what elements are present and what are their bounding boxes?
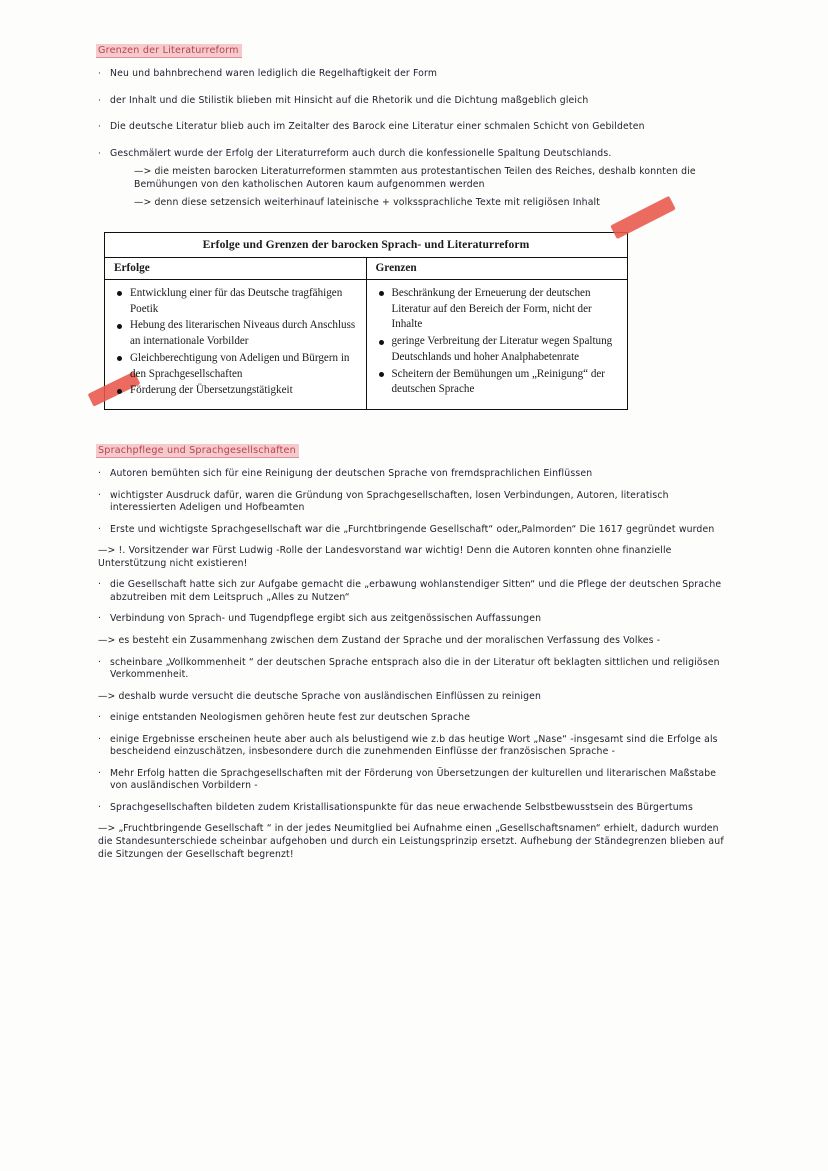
line-marker: · [98,801,102,813]
line-text: Erste und wichtigste Sprachgesellschaft war die „Furchtbringende Gesellschaft“ oder„Palmorden“ Die 1617 gegründet wurden [110,523,715,535]
note-line [96,768,732,793]
line-marker: · [98,613,102,625]
list-item: Beschränkung der Erneuerung der deutschen Literatur auf den Bereich der Form, nicht der Inhalte [390,286,620,333]
table-header-row [105,257,628,279]
table-column-header-grenzen: Grenzen [366,257,628,279]
section-heading-1: Grenzen der Literaturreform [96,44,242,58]
bullet-dot: · [98,95,102,106]
list-item: Hebung des literarischen Niveaus durch Anschluss an internationale Vorbilder [128,318,358,350]
note-arrow-line: —> es besteht ein Zusammenhang zwischen dem Zustand der Sprache und der moralischen Verfassung des Volkes - [98,635,661,646]
bullet-dot: · [98,122,102,133]
bullet-item [96,68,732,81]
note-line [96,802,732,815]
list-item: Entwicklung einer für das Deutsche tragfähigen Poetik [128,286,358,318]
section-sprachpflege-und-sprachgesellschaften [96,440,732,861]
bullet-item [96,121,732,134]
bullet-text: Neu und bahnbrechend waren lediglich die Regelhaftigkeit der Form [110,68,438,79]
bullet-text: Die deutsche Literatur blieb auch im Zeitalter des Barock eine Literatur einer schmalen Schicht von Gebildeten [110,121,645,133]
sub-note: —> denn diese setzensich weiterhinauf lateinische + volkssprachliche Texte mit religiösen Inhalt [134,197,601,209]
note-line [96,468,732,481]
line-marker: · [98,579,102,591]
bullet-item [96,148,732,210]
line-text: Autoren bemühten sich für eine Reinigung der deutschen Sprache von fremdsprachlichen Einflüssen [110,468,593,480]
sub-note: —> die meisten barocken Literaturreformen stammten aus protestantischen Teilen des Reiches, deshalb konnten die Bemühungen von den katholischen Autoren kaum aufgenommen werden [134,166,696,190]
note-line [96,490,732,515]
line-text: einige entstanden Neologismen gehören heute fest zur deutschen Sprache [110,712,471,724]
line-text: Mehr Erfolg hatten die Sprachgesellschaften mit der Förderung von Übersetzungen der kulturellen und literarischen Maßstabe von ausländischen Vorbildern - [110,767,717,792]
line-text: einige Ergebnisse erscheinen heute aber auch als belustigend wie z.b das heutige Wort „Nase“ -insgesamt sind die Erfolge als bescheidend einzuschätzen, insbesondere durch die zunehmenden Einflüsse der französischen Sprache - [110,733,718,758]
line-text: Verbindung von Sprach- und Tugendpflege ergibt sich aus zeitgenössischen Auffassungen [110,613,542,625]
barock-table [104,232,628,410]
table-title: Erfolge und Grenzen der barocken Sprach- und Literaturreform [105,232,628,257]
note-arrow-line: —> „Fruchtbringende Gesellschaft “ in der jedes Neumitglied bei Aufnahme einen „Gesellschaftsnamen“ erhielt, dadurch wurden die Standesunterschiede scheinbar aufgehoben und durch ein Leistungsprinzip ersetzt. Aufhebung der Ständegrenzen blieben auf die Sitzungen der Gesellschaft begrenzt! [98,823,724,860]
note-line [96,613,732,626]
table-cell-grenzen [366,279,628,409]
page-content [96,40,732,870]
line-marker: · [98,767,102,779]
list-item: Scheitern der Bemühungen um „Reinigung“ der deutschen Sprache [390,367,620,399]
line-text: wichtigster Ausdruck dafür, waren die Gründung von Sprachgesellschaften, losen Verbindungen, Autoren, literatisch interessierten Adeligen und Hofbeamten [110,489,669,514]
bullet-dot: · [98,148,102,159]
barock-table-wrapper [104,232,628,410]
line-marker: · [98,733,102,745]
note-line [96,734,732,759]
note-line [96,657,732,682]
note-line [96,712,732,725]
erfolge-list [114,286,358,399]
line-marker: · [98,656,102,668]
note-arrow-line: —> !. Vorsitzender war Fürst Ludwig -Rolle der Landesvorstand war wichtig! Denn die Autoren konnten ohne finanzielle Unterstützung nicht existieren! [98,545,672,569]
line-marker: · [98,523,102,535]
section-grenzen-der-literaturreform [96,40,732,210]
list-item: Förderung der Übersetzungstätigkeit [128,383,358,399]
list-item: geringe Verbreitung der Literatur wegen Spaltung Deutschlands und hoher Analphabetenrate [390,334,620,366]
bullet-item [96,95,732,108]
section-heading-2: Sprachpflege und Sprachgesellschaften [96,444,299,458]
bullet-text: Geschmälert wurde der Erfolg der Literaturreform auch durch die konfessionelle Spaltung Deutschlands. [110,147,612,159]
line-marker: · [98,712,102,724]
table-column-header-erfolge: Erfolge [105,257,367,279]
grenzen-list [376,286,620,398]
line-marker: · [98,468,102,480]
table-body-row [105,279,628,409]
line-text: Sprachgesellschaften bildeten zudem Kristallisationspunkte für das neue erwachende Selbstbewusstsein des Bürgertums [110,801,693,813]
bullet-text-group [110,148,732,210]
table-cell-erfolge [105,279,367,409]
bullet-text: der Inhalt und die Stilistik blieben mit Hinsicht auf die Rhetorik und die Dichtung maßgeblich gleich [110,94,589,106]
line-marker: · [98,489,102,501]
list-item: Gleichberechtigung von Adeligen und Bürgern in den Sprachgesellschaften [128,351,358,383]
bullet-dot: · [98,69,102,79]
note-line [96,524,732,537]
line-text: die Gesellschaft hatte sich zur Aufgabe gemacht die „erbawung wohlanstendiger Sitten“ und die Pflege der deutschen Sprache abzutreiben mit dem Leitspruch „Alles zu Nutzen“ [110,579,722,603]
note-arrow-line: —> deshalb wurde versucht die deutsche Sprache von ausländischen Einflüssen zu reinigen [98,690,542,702]
line-text: scheinbare „Vollkommenheit “ der deutschen Sprache entsprach also die in der Literatur oft beklagten sittlichen und religiösen Verkommenheit. [110,656,720,681]
table-title-row [105,232,628,257]
note-line [96,579,732,604]
